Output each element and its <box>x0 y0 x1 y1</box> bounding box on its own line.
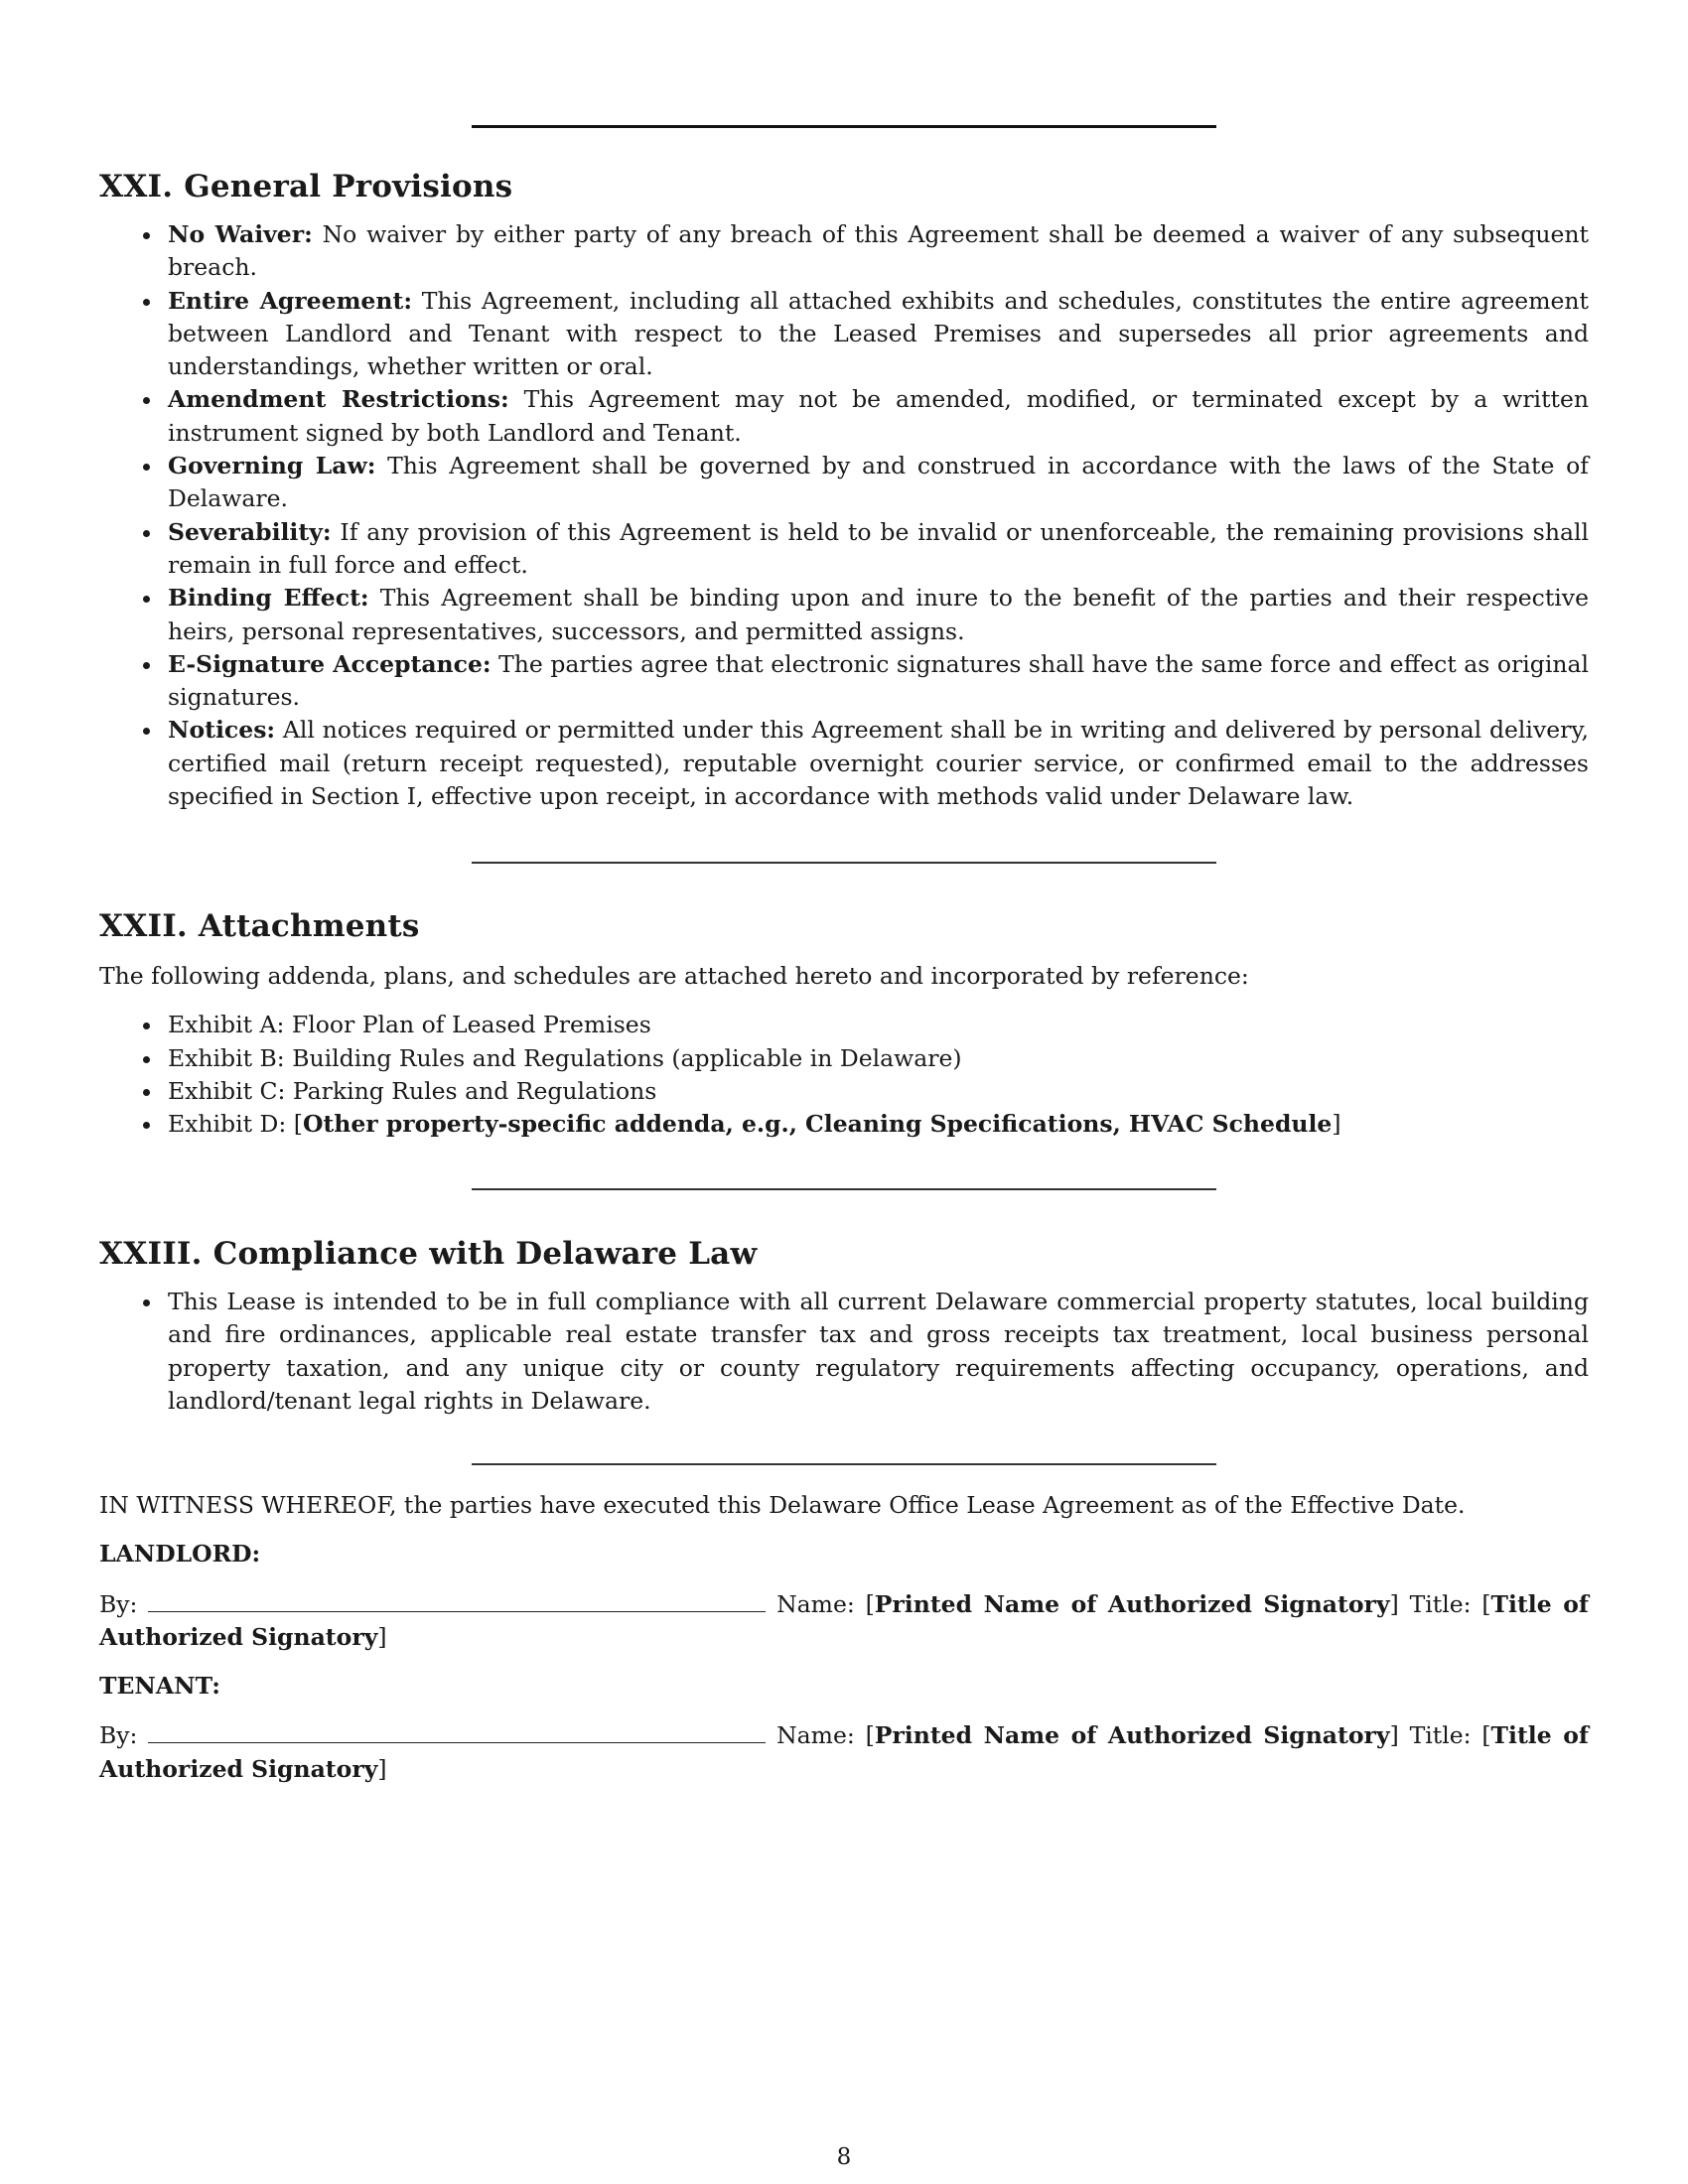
list-item: E-Signature Acceptance: The parties agree that electronic signatures shall have the same force and effect as original signatures. <box>168 648 1589 715</box>
top-divider <box>472 125 1216 128</box>
list-item: This Lease is intended to be in full compliance with all current Delaware commercial property statutes, local building and fire ordinances, applicable real estate transfer tax and gross receipts tax treatment, local business personal property taxation, and any unique city or county regulatory requirements affecting occupancy, operations, and landlord/tenant legal rights in Delaware. <box>168 1286 1589 1418</box>
section-compliance <box>99 1236 1589 1418</box>
section-general-provisions <box>99 169 1589 813</box>
landlord-title-placeholder: Title of Authorized Signatory <box>99 1589 1589 1651</box>
general-provisions-list <box>99 218 1589 813</box>
list-item: Exhibit A: Floor Plan of Leased Premises <box>168 1009 1589 1041</box>
landlord-label: LANDLORD: <box>99 1540 261 1569</box>
list-item: Exhibit C: Parking Rules and Regulations <box>168 1075 1589 1108</box>
list-item: Severability: If any provision of this Agreement is held to be invalid or unenforceable, the remaining provisions shall remain in full force and effect. <box>168 516 1589 583</box>
list-item: Governing Law: This Agreement shall be governed by and construed in accordance with the laws of the State of Delaware. <box>168 450 1589 516</box>
list-item: Exhibit B: Building Rules and Regulations (applicable in Delaware) <box>168 1042 1589 1075</box>
landlord-name-placeholder: Printed Name of Authorized Signatory <box>874 1589 1390 1618</box>
attachments-list <box>99 1009 1589 1141</box>
section-divider <box>472 862 1216 864</box>
document-page <box>99 0 1589 2184</box>
list-item: Exhibit D: [Other property-specific addenda, e.g., Cleaning Specifications, HVAC Schedule] <box>168 1108 1589 1141</box>
landlord-signature-line: By: Name: [Printed Name of Authorized Signatory] Title: [Title of Authorized Signatory] <box>99 1589 1589 1651</box>
section-divider <box>472 1463 1216 1465</box>
section-heading: XXII. Attachments <box>99 908 420 944</box>
section-attachments <box>99 908 1589 1141</box>
tenant-signature-line: By: Name: [Printed Name of Authorized Signatory] Title: [Title of Authorized Signatory] <box>99 1721 1589 1783</box>
tenant-label: TENANT: <box>99 1672 220 1701</box>
witness-statement: IN WITNESS WHEREOF, the parties have executed this Delaware Office Lease Agreement as of the Effective Date. <box>99 1491 1466 1519</box>
page-number: 8 <box>836 2144 852 2170</box>
compliance-list <box>99 1286 1589 1418</box>
list-item: Binding Effect: This Agreement shall be binding upon and inure to the benefit of the parties and their respective heirs, personal representatives, successors, and permitted assigns. <box>168 582 1589 648</box>
list-item: No Waiver: No waiver by either party of any breach of this Agreement shall be deemed a waiver of any subsequent breach. <box>168 218 1589 285</box>
tenant-name-placeholder: Printed Name of Authorized Signatory <box>874 1721 1390 1750</box>
list-item: Amendment Restrictions: This Agreement may not be amended, modified, or terminated except by a written instrument signed by both Landlord and Tenant. <box>168 383 1589 450</box>
tenant-title-placeholder: Title of Authorized Signatory <box>99 1721 1589 1783</box>
landlord-signature-field[interactable] <box>148 1589 766 1612</box>
tenant-signature-field[interactable] <box>148 1720 766 1743</box>
attachments-intro: The following addenda, plans, and schedules are attached hereto and incorporated by reference: <box>99 962 1249 990</box>
signature-block <box>99 1489 1589 1786</box>
section-heading: XXIII. Compliance with Delaware Law <box>99 1236 758 1272</box>
list-item: Notices: All notices required or permitted under this Agreement shall be in writing and delivered by personal delivery, certified mail (return receipt requested), reputable overnight courier service, or confirmed email to the addresses specified in Section I, effective upon receipt, in accordance with methods valid under Delaware law. <box>168 714 1589 813</box>
section-divider <box>472 1188 1216 1190</box>
list-item: Entire Agreement: This Agreement, including all attached exhibits and schedules, constitutes the entire agreement between Landlord and Tenant with respect to the Leased Premises and supersedes all prior agreements and understandings, whether written or oral. <box>168 285 1589 384</box>
section-heading: XXI. General Provisions <box>99 169 513 205</box>
